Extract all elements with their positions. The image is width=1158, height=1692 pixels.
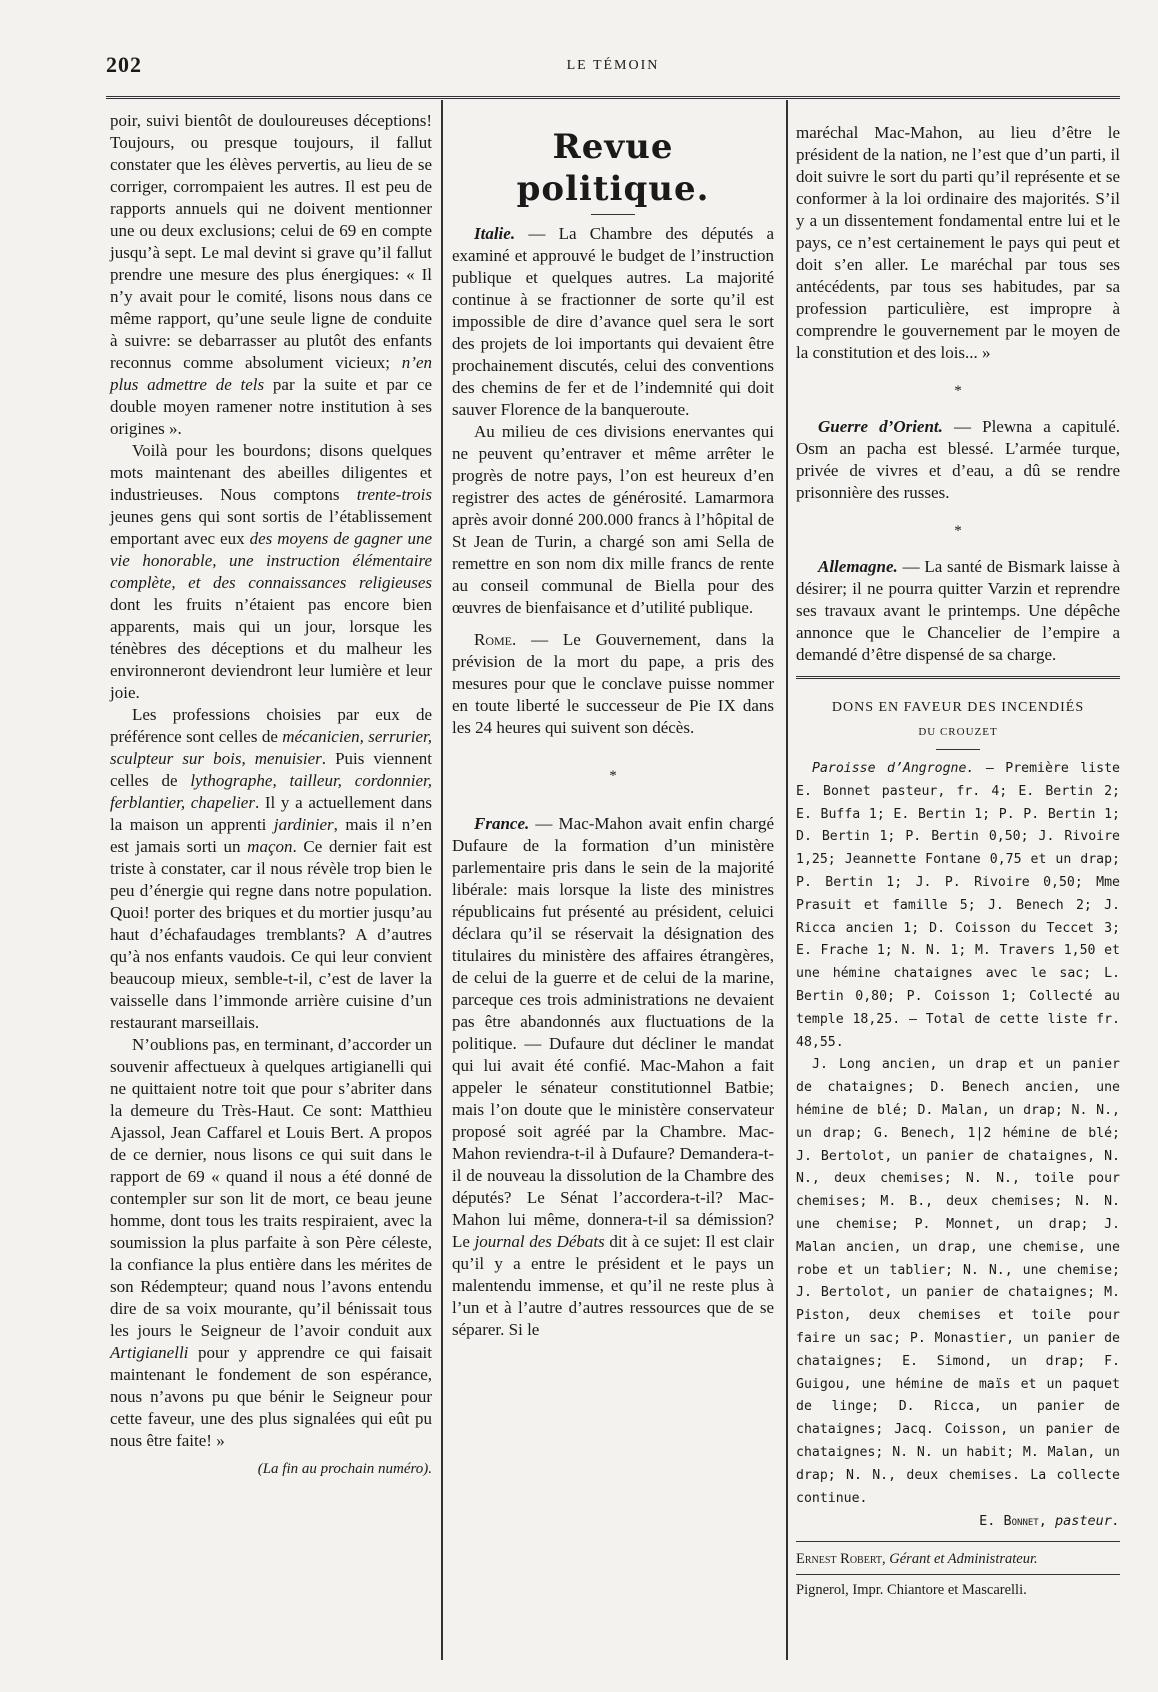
dons-title-rule [936, 749, 980, 750]
italie-paragraph: Italie. — La Chambre des députés a examiné et approuvé le budget de l’instruction publique et quelques autres. La majorité continue à se fractionner de sorte qu’il est impossible de dire d’avance quel sera le sort des projets de loi importants qui devaient être prochainement discutés, celui des conventions des chemins de fer et de l’indemnité qui doit sauver Florence de la banqueroute. [452, 224, 774, 419]
section-head-italie: Italie. [474, 224, 516, 243]
dons-paragraph: Paroisse d’Angrogne. — Première liste E. Bonnet pasteur, fr. 4; E. Bertin 2; E. Buffa 1; E. Bertin 1; P. P. Bertin 1; D. Bertin 1; P. Bertin 0,50; J. Rivoire 1,25; Jeannette Fontane 0,75 et un drap; P. Bertin 1; J. P. Rivoire 0,50; Mme Prasuit et famille 5; J. Benech 2; J. Ricca ancien 1; D. Coisson du Teccet 3; E. Frache 1; N. N. 1; M. Travers 1,50 et une hémine chataignes avec le sac; L. Bertin 0,80; P. Coisson 1; Collecté au temple 18,25. — Total de cette liste fr. 48,55. [796, 761, 1120, 1050]
dons-subtitle: DU CROUZET [918, 726, 998, 738]
title-rule [591, 214, 635, 215]
dons-title: DONS EN FAVEUR DES INCENDIÉS [831, 700, 1085, 715]
footer-rule [796, 1541, 1120, 1542]
column-1 [110, 110, 432, 1480]
article-paragraph: poir, suivi bientôt de douloureuses déceptions! Toujours, ou presque toujours, il fallut constater que les élèves pervertis, au lieu de se corriger, corrompaient les autres. Il est peu de rapports annuels qui ne doivent mentionner une ou deux exclusions; celui de 69 en compte jusqu’à sept. Le mal devint si grave qu’il fallut prendre une mesure des plus énergiques: « Il n’y avait pour le comité, lisons nous dans ce même rapport, qu’une seule ligne de conduite à suivre: se debarrasser au plutôt des enfants reconnus comme absolument vicieux; n’en plus admettre de tels par la suite et par ce double moyen ramener notre institution à ses origines ». [110, 111, 432, 438]
column-rule-left [441, 100, 443, 1660]
footer-rule-2 [796, 1574, 1120, 1575]
section-head-orient: Guerre d’Orient. [818, 417, 943, 436]
italie-paragraph-2: Au milieu de ces divisions enervantes qui ne peuvent qu’entraver et même arrêter le progrès de notre pays, l’on est heureux d’en registrer des actes de générosité. Lamarmora après avoir donné 200.000 francs à l’hôpital de St Jean de Turin, a chargé son ami Sella de remettre en son nom dix mille francs de rente au conseil communal de Biella pour des œuvres de bienfaisance et d’utilité publique. [452, 422, 774, 617]
footer-editor: Ernest Robert, Gérant et Administrateur. [796, 1551, 1038, 1568]
section-head-rome: Rome. [474, 630, 517, 649]
section-separator-star: * [954, 523, 962, 539]
continued-note: (La fin au prochain numéro). [257, 1461, 432, 1477]
column-2 [452, 126, 774, 1341]
allemagne-paragraph: Allemagne. — La santé de Bismark laisse à désirer; il ne pourra quitter Varzin et reprendre ses travaux avant le printemps. Une dépêche annonce que le Chancelier de l’empire a demandé d’être dispensé de sa charge. [796, 557, 1120, 664]
journal-title: LE TÉMOIN [566, 58, 660, 73]
footer-printer: Pignerol, Impr. Chiantore et Mascarelli. [796, 1582, 1027, 1599]
orient-paragraph: Guerre d’Orient. — Plewna a capitulé. Osm an pacha est blessé. L’armée turque, privée de vivres et d’eau, a dû se rendre prisonnière des russes. [796, 417, 1120, 502]
article-paragraph: Les professions choisies par eux de préférence sont celles de mécanicien, serrurier, sculpteur sur bois, menuisier. Puis viennent celles de lythographe, tailleur, cordonnier, ferblantier, chapelier. Il y a actuellement dans la maison un apprenti jardinier, mais il n’en est jamais sorti un maçon. Ce dernier fait est triste à constater, car il nous révèle trop bien le peu d’énergie qui regne dans notre population. Quoi! porter des briques et du mortier jusqu’au haut d’échafaudages tremblants? A d’autres qu’à nos enfants vaudois. Ce qui leur convient beaucoup mieux, semble-t-il, c’est de laver la vaisselle dans l’immonde arrière cuisine d’un restaurant marseillais. [110, 705, 433, 1032]
section-head-france: France. [474, 814, 530, 833]
header-rule [106, 96, 1120, 99]
article-paragraph: Voilà pour les bourdons; disons quelques mots maintenant des abeilles diligentes et industrieuses. Nous comptons trente-trois jeunes gens qui sont sortis de l’établissement emportant avec eux des moyens de gagner une vie honorable, une instruction élémentaire complète, et des connaissances religieuses dont les fruits n’étaient pas encore bien apparents, mais qui un jour, lorsque les ténèbres des déceptions et du malheur les environneront deviendront leur lumière et leur joie. [110, 441, 432, 702]
section-title: Revue politique. [516, 127, 710, 209]
section-rule [796, 676, 1120, 679]
dons-list [796, 758, 1120, 1533]
france-continued: maréchal Mac-Mahon, au lieu d’être le président de la nation, ne l’est que d’un parti, il doit suivre le sort du parti qu’il représente et se conformer à la loi ordinaire des majorités. S’il y a un dissentement fondamental entre lui et le pays, ce n’est certainement le pays qui peut et doit s’en aller. Le maréchal par tous ses antécédents, par tous ses habitudes, par sa profession particulière, est impropre à comprendre le gouvernement par le moyen de la constitution et des lois... » [796, 123, 1120, 362]
section-separator-star: * [609, 768, 617, 784]
rome-paragraph: Rome. — Le Gouvernement, dans la prévision de la mort du pape, a pris des mesures pour que le conclave puisse nommer en toute liberté le successeur de Pie IX dans les 24 heures qui suivent son décès. [452, 630, 774, 737]
column-rule-right [786, 100, 788, 1660]
dons-signature: E. Bonnet, pasteur. [979, 1513, 1120, 1530]
column-3 [796, 122, 1120, 1601]
page-number: 202 [106, 52, 142, 77]
dons-paragraph: J. Long ancien, un drap et un panier de chataignes; D. Benech ancien, une hémine de blé; D. Malan, un drap; N. N., un drap; G. Benech, 1|2 hémine de blé; J. Bertolot, un panier de chataignes, N. N., deux chemises; N. N., toile pour chemises; M. B., deux chemises; N. N. une chemise; P. Monnet, un drap; J. Malan ancien, un drap, une chemise, une robe et un tablier; N. N., une chemise; J. Bertolot, un panier de chataignes; M. Piston, deux chemises et toile pour faire un sac; P. Monastier, un panier de chataignes; E. Simond, un drap; F. Guigou, une hémine de maïs et un paquet de linge; D. Ricca, un panier de chataignes; Jacq. Coisson, un panier de chataignes; N. N. un habit; M. Malan, un drap; N. N., deux chemises. La collecte continue. [796, 1057, 1120, 1506]
section-head-allemagne: Allemagne. [818, 557, 898, 576]
article-paragraph: N’oublions pas, en terminant, d’accorder un souvenir affectueux à quelques artigianelli qui ne quittaient notre toit que pour s’abriter dans la demeure du Très-Haut. Ce sont: Matthieu Ajassol, Jean Caffarel et Louis Bert. A propos de ce dernier, nous lisons ce qui suit dans le rapport de 69 « quand il nous a été donné de contempler sur son lit de mort, ce beau jeune homme, dont tous les traits respiraient, avec la soumission la plus parfaite à son Père céleste, la confiance la plus entière dans les mérites de son Rédempteur; quand nous l’avons entendu dire de sa voix mourante, qu’il bénissait tous les jours le Seigneur de l’avoir conduit aux Artigianelli pour y apprendre ce qui faisait maintenant le fondement de son espérance, nous n’avons pu que bénir le Seigneur pour cette faveur, une des plus signalées qui eût pu nous être faite! » [110, 1035, 432, 1450]
france-paragraph: France. — Mac-Mahon avait enfin chargé Dufaure de la formation d’un ministère parlementaire pris dans le sein de la majorité libérale: mais lorsque la liste des ministres républicains fut présenté au président, celuici déclara qu’il se réservait la désignation des titulaires du ministère des affaires étrangères, de celui de la guerre et de celui de la marine, parceque ces trois administrations ne devaient pas être abandonnés aux fluctuations de la politique. — Dufaure dut décliner le mandat qui lui avait été confié. Mac-Mahon a fait appeler le sénateur constitutionnel Batbie; mais l’on doute que le ministère conservateur proposé soit agréé par la Chambre. Mac-Mahon reviendra-t-il à Dufaure? Demandera-t-il de nouveau la dissolution de la Chambre des députés? Le Sénat l’accordera-t-il? Mac-Mahon lui même, donnera-t-il sa démission? Le journal des Débats dit à ce sujet: Il est clair qu’il y a entre le président et le pays un malentendu immense, et qu’il ne reste plus à l’un et à l’autre d’autres ressources que de se séparer. Si le [452, 814, 774, 1339]
section-separator-star: * [954, 383, 962, 399]
page-header [106, 48, 1120, 78]
